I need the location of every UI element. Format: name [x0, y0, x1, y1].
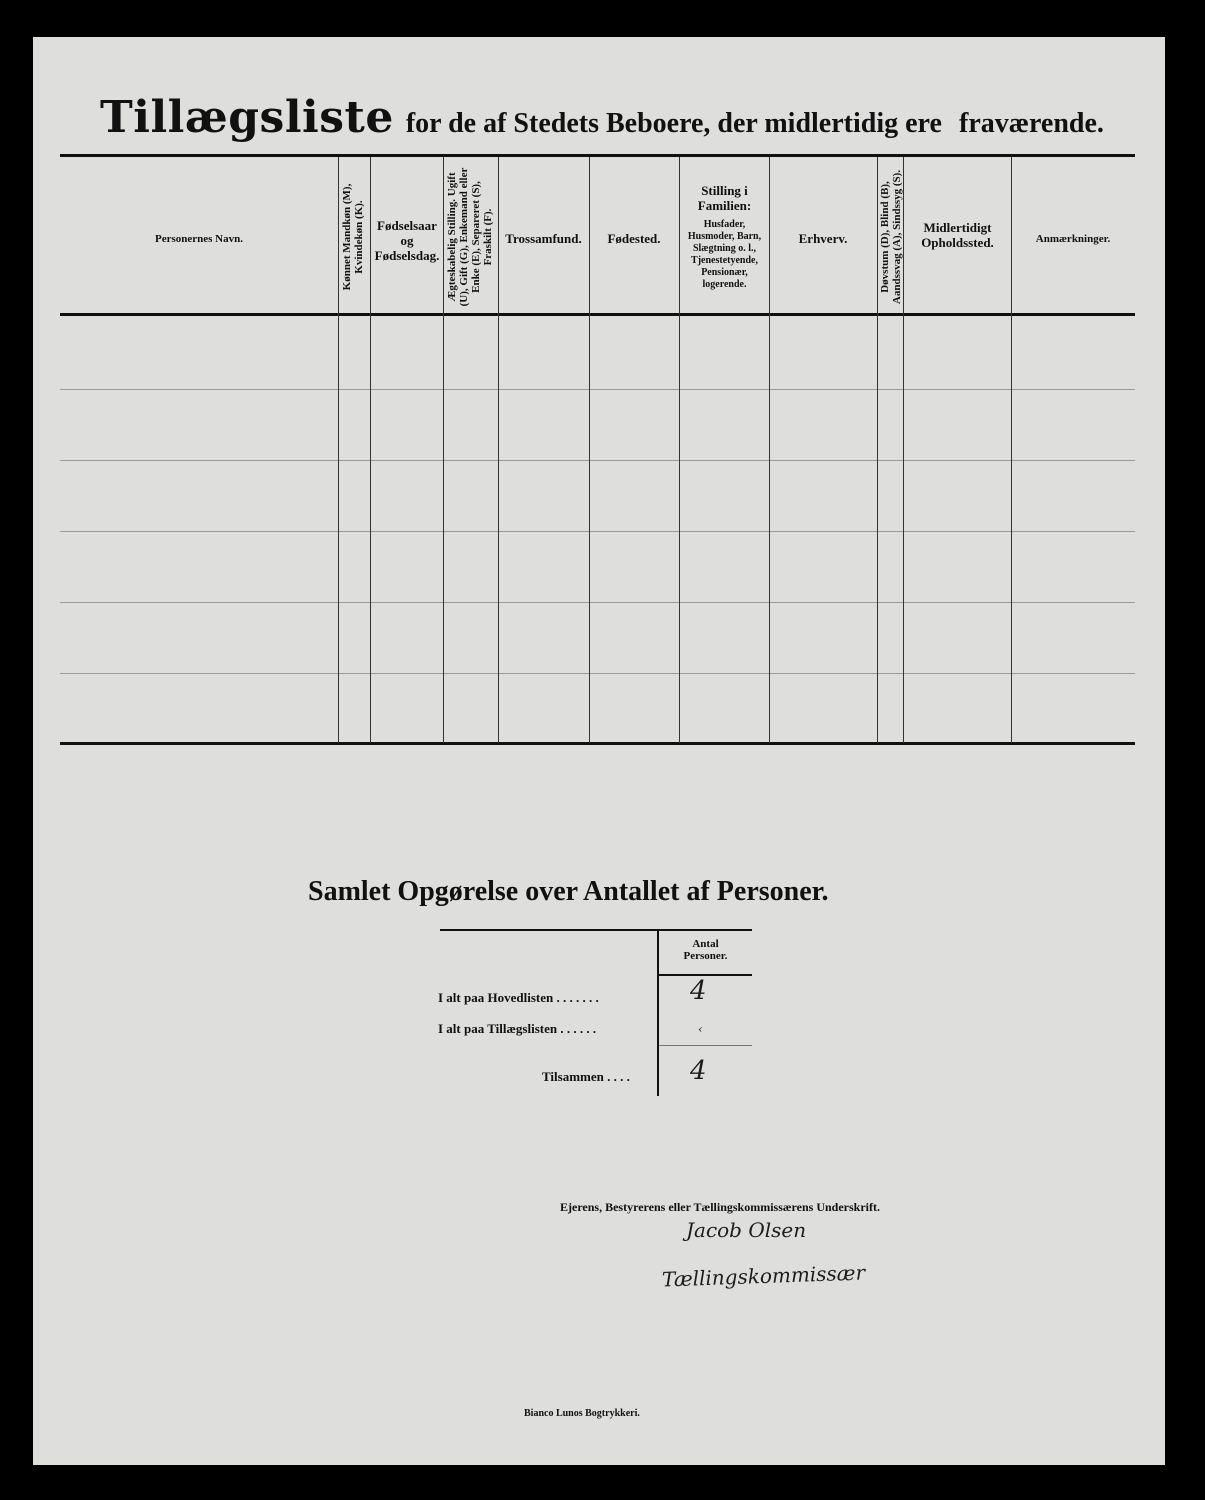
table-row-divider: [60, 602, 1135, 603]
summary-row-value: 4: [690, 1056, 707, 1086]
summary-row-value: 4: [690, 976, 707, 1006]
table-row-divider: [60, 389, 1135, 390]
header-family-line2: Familien:: [697, 198, 752, 213]
header-marital: Ægteskabelig Stilling. Ugift (U), Gift (G), Enkemand eller Enke (E), Separeret (S), Fraskilt (F).: [446, 167, 494, 307]
signature-role: Tællingskommissær: [661, 1260, 866, 1292]
form-title-emphasis: fraværende.: [959, 108, 1104, 139]
header-sex: Kønnet Mandkøn (M), Kvindekøn (K).: [341, 183, 365, 291]
header-temp-line2: Opholdssted.: [921, 235, 994, 250]
summary-top-rule: [440, 929, 752, 931]
header-birth-line3: Fødselsdag.: [374, 248, 440, 263]
census-form-page: [33, 37, 1165, 1465]
summary-title: Samlet Opgørelse over Antallet af Personer.: [308, 876, 829, 907]
header-occupation: Erhverv.: [798, 231, 848, 246]
header-temporary-residence: [904, 220, 1011, 250]
summary-col-header-line2: Personer.: [683, 950, 728, 962]
header-birth: [371, 218, 443, 263]
summary-row-label: Tilsammen . . . .: [542, 1069, 630, 1084]
header-names: Personernes Navn.: [155, 233, 243, 245]
table-bottom-rule: [60, 742, 1135, 745]
table-row-divider: [60, 531, 1135, 532]
header-religion: Trossamfund.: [505, 231, 582, 246]
header-birth-line2: og: [400, 233, 414, 248]
form-title: [100, 92, 1104, 143]
printer-imprint: Bianco Lunos Bogtrykkeri.: [524, 1408, 640, 1419]
signature-name: Jacob Olsen: [686, 1218, 807, 1242]
summary-row-value: ‹: [698, 1022, 703, 1036]
form-title-rest: for de af Stedets Beboere, der midlertidig ere: [405, 108, 942, 139]
header-birthplace: Fødested.: [607, 231, 661, 246]
summary-col-header: [659, 938, 752, 962]
summary-row-label: I alt paa Hovedlisten . . . . . . .: [438, 990, 599, 1005]
header-birth-line1: Fødselsaar: [377, 218, 437, 233]
signature-caption: Ejerens, Bestyrerens eller Tællingskommissærens Underskrift.: [560, 1200, 880, 1214]
summary-row-label: I alt paa Tillægslisten . . . . . .: [438, 1021, 597, 1036]
header-temp-line1: Midlertidigt: [923, 220, 992, 235]
header-family-position: [680, 183, 769, 291]
column-divider: [338, 157, 339, 743]
header-family-details: Husfader, Husmoder, Barn, Slægtning o. l., Tjenestetyende, Pensionær, logerende.: [687, 219, 762, 290]
column-divider: [443, 157, 444, 743]
header-remarks: Anmærkninger.: [1035, 233, 1111, 245]
table-top-rule: [60, 154, 1135, 157]
table-row-divider: [60, 673, 1135, 674]
header-family-line1: Stilling i: [701, 183, 748, 198]
table-row-divider: [60, 460, 1135, 461]
header-disability: Døvstum (D), Blind (B), Aandssvag (A), Sindssyg (S).: [879, 169, 903, 305]
summary-total-rule: [659, 1045, 752, 1046]
summary-col-header-line1: Antal: [692, 938, 719, 950]
form-title-main: Tillægsliste: [100, 92, 394, 143]
column-divider: [877, 157, 878, 743]
table-header-rule: [60, 313, 1135, 316]
